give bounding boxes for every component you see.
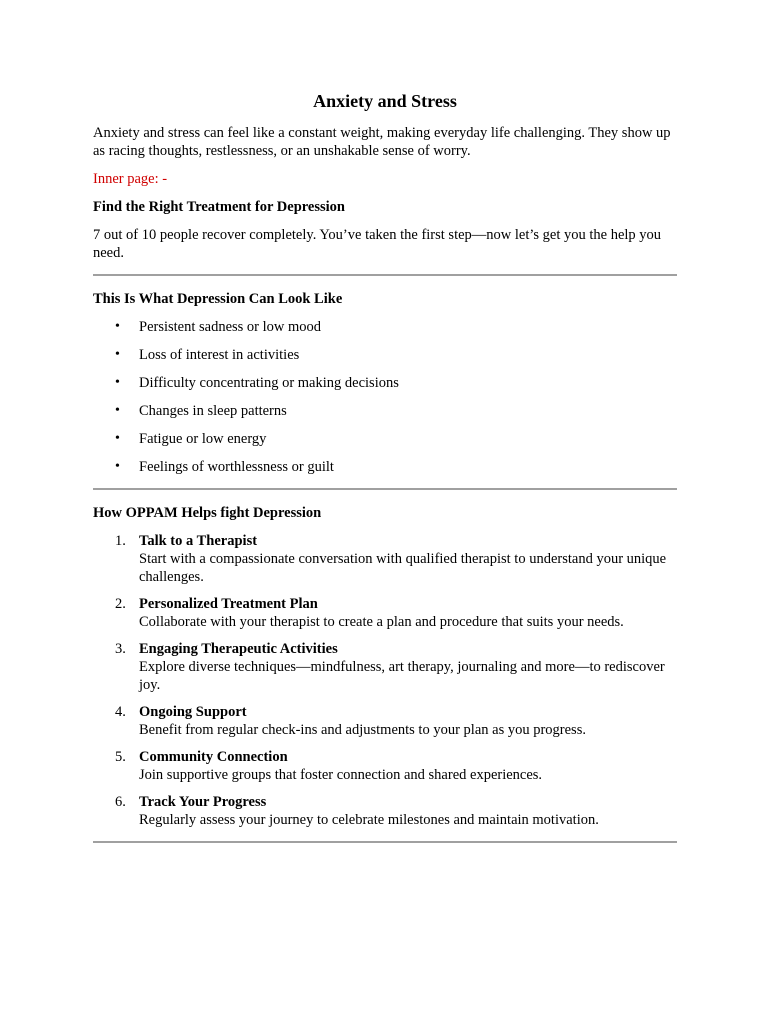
list-item	[93, 402, 677, 420]
step-item	[93, 703, 677, 739]
list-item	[93, 318, 677, 336]
bullet-icon: •	[115, 347, 120, 362]
help-heading: How OPPAM Helps fight Depression	[93, 505, 322, 521]
step-number: 5.	[115, 749, 126, 765]
step-title: Talk to a Therapist	[139, 533, 258, 549]
list-item-text: Feelings of worthlessness or guilt	[139, 459, 334, 475]
step-item	[93, 532, 677, 586]
step-description: Join supportive groups that foster connection and shared experiences.	[139, 767, 543, 783]
step-title: Personalized Treatment Plan	[139, 596, 318, 612]
step-title: Community Connection	[139, 749, 288, 765]
bullet-icon: •	[115, 319, 120, 334]
step-description: Start with a compassionate conversation with qualified therapist to understand your unique challenges.	[139, 551, 667, 585]
bullet-icon: •	[115, 403, 120, 418]
inner-page-label: Inner page: -	[93, 171, 168, 187]
step-description: Regularly assess your journey to celebrate milestones and maintain motivation.	[139, 812, 599, 828]
step-title: Track Your Progress	[139, 794, 267, 810]
step-number: 2.	[115, 596, 126, 612]
step-description: Benefit from regular check-ins and adjustments to your plan as you progress.	[139, 722, 586, 738]
list-item-text: Persistent sadness or low mood	[139, 319, 322, 335]
list-item	[93, 374, 677, 392]
list-item	[93, 346, 677, 364]
recovery-paragraph: 7 out of 10 people recover completely. You’ve taken the first step—now let’s get you the help you need.	[93, 227, 662, 261]
page-title: Anxiety and Stress	[313, 91, 457, 111]
step-item	[93, 640, 677, 694]
intro-paragraph: Anxiety and stress can feel like a constant weight, making everyday life challenging. They show up as racing thoughts, restlessness, or an unshakable sense of worry.	[93, 125, 671, 159]
signs-list	[93, 318, 677, 476]
list-item-text: Changes in sleep patterns	[139, 403, 287, 419]
bullet-icon: •	[115, 431, 120, 446]
find-treatment-heading: Find the Right Treatment for Depression	[93, 199, 346, 215]
bullet-icon: •	[115, 459, 120, 474]
step-item	[93, 595, 677, 631]
divider-3	[93, 841, 677, 843]
list-item-text: Fatigue or low energy	[139, 431, 267, 447]
signs-heading: This Is What Depression Can Look Like	[93, 291, 343, 307]
step-number: 3.	[115, 641, 126, 657]
step-number: 1.	[115, 533, 126, 549]
step-description: Explore diverse techniques—mindfulness, art therapy, journaling and more—to rediscover joy.	[139, 659, 665, 693]
step-number: 6.	[115, 794, 126, 810]
divider-1	[93, 274, 677, 276]
divider-2	[93, 488, 677, 490]
step-title: Engaging Therapeutic Activities	[139, 641, 338, 657]
step-description: Collaborate with your therapist to create a plan and procedure that suits your needs.	[139, 614, 624, 630]
document-content	[93, 90, 677, 857]
bullet-icon: •	[115, 375, 120, 390]
list-item-text: Loss of interest in activities	[139, 347, 300, 363]
steps-list	[93, 532, 677, 829]
step-title: Ongoing Support	[139, 704, 247, 720]
step-number: 4.	[115, 704, 126, 720]
list-item	[93, 458, 677, 476]
step-item	[93, 793, 677, 829]
step-item	[93, 748, 677, 784]
list-item	[93, 430, 677, 448]
list-item-text: Difficulty concentrating or making decisions	[139, 375, 399, 391]
